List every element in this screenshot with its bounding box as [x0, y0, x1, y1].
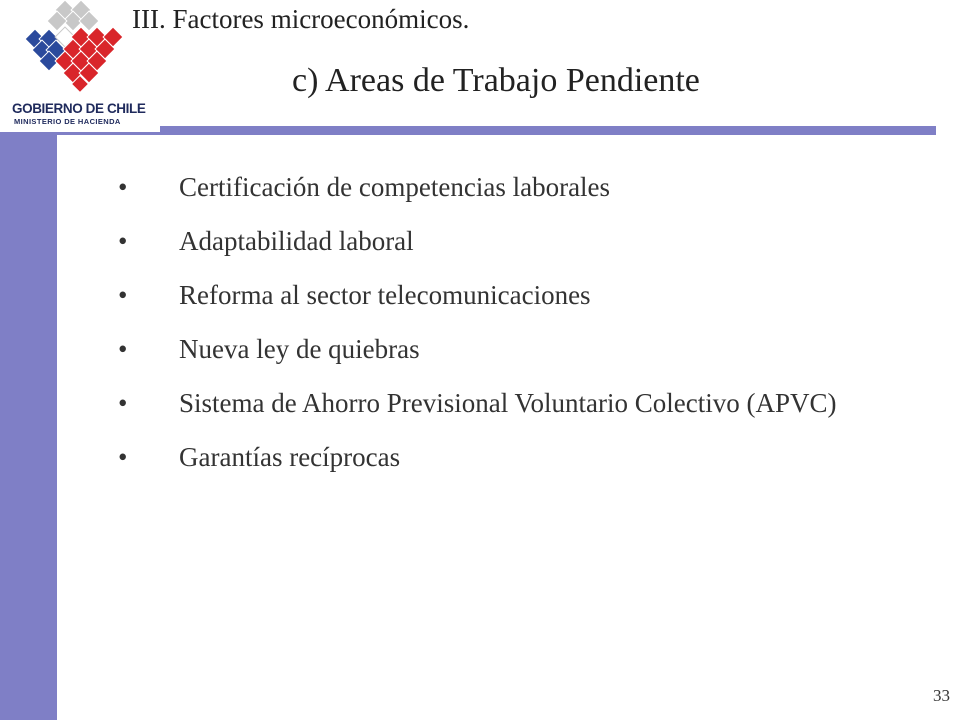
- logo-subtitle: MINISTERIO DE HACIENDA: [14, 117, 121, 126]
- section-title: III. Factores microeconómicos.: [132, 4, 470, 34]
- logo-name: GOBIERNO DE CHILE: [12, 101, 146, 116]
- chile-government-logo-icon: [22, 0, 132, 96]
- bullet-item: [118, 276, 878, 315]
- bullet-marker: •: [118, 388, 128, 418]
- slide-title: c) Areas de Trabajo Pendiente: [292, 62, 700, 99]
- bullet-marker: •: [118, 280, 128, 310]
- bullet-item: [118, 330, 878, 369]
- bullet-list: [118, 168, 878, 492]
- logo-gray-tiles: [47, 0, 99, 31]
- bullet-item: [118, 222, 878, 261]
- bullet-text: Adaptabilidad laboral: [179, 226, 414, 256]
- bullet-item: [118, 168, 878, 207]
- bullet-text: Nueva ley de quiebras: [179, 334, 420, 364]
- bullet-marker: •: [118, 226, 128, 256]
- bullet-marker: •: [118, 172, 128, 202]
- bullet-item: [118, 438, 878, 477]
- page-number: 33: [933, 686, 950, 705]
- bullet-marker: •: [118, 442, 128, 472]
- bullet-item: [118, 384, 878, 423]
- bullet-text: Sistema de Ahorro Previsional Voluntario Colectivo (APVC): [179, 388, 837, 418]
- header-rule: [33, 126, 936, 135]
- bullet-marker: •: [118, 334, 128, 364]
- bullet-text: Garantías recíprocas: [179, 442, 401, 472]
- bullet-text: Certificación de competencias laborales: [179, 172, 611, 202]
- bullet-text: Reforma al sector telecomunicaciones: [179, 280, 591, 310]
